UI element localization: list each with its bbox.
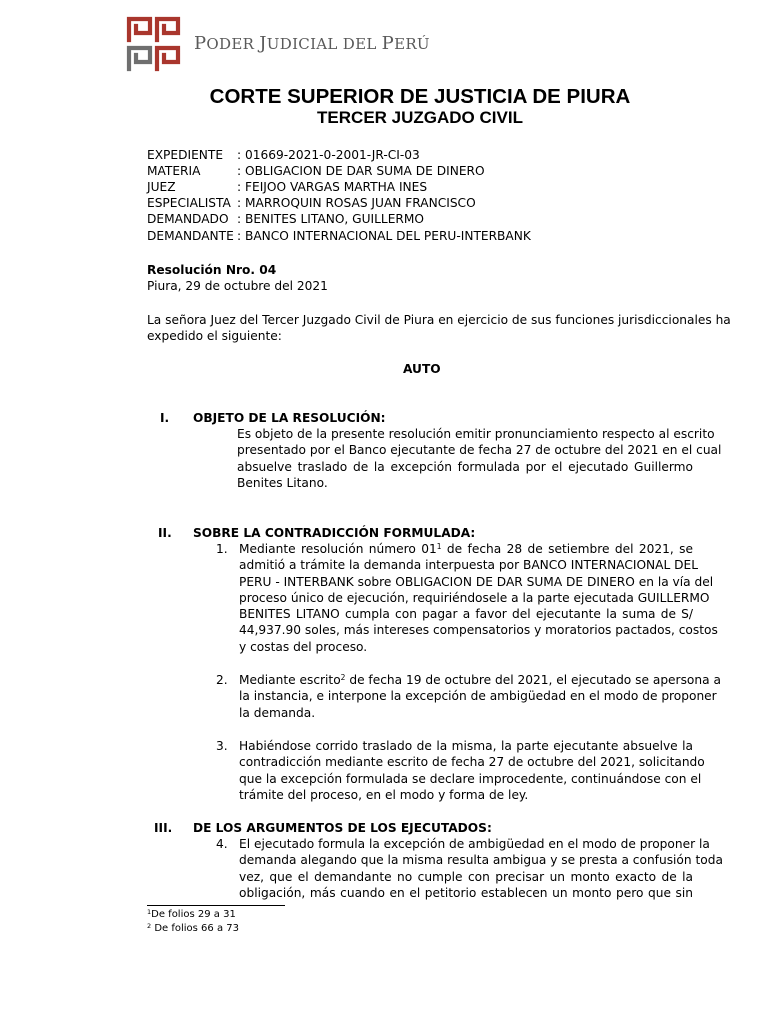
- case-info-row: [147, 211, 424, 227]
- poder-judicial-logo-icon: [126, 16, 182, 72]
- intro-paragraph: [147, 312, 731, 345]
- case-info-value: : MARROQUIN ROSAS JUAN FRANCISCO: [237, 196, 476, 210]
- case-info-row: [147, 195, 476, 211]
- list-item: Mediante escrito$^2$ de fecha 19 de octubre del 2021, el ejecutado se apersona a la instancia, e interpone la excepción de ambigüedad en el modo de proponer la demanda.: [239, 673, 721, 720]
- case-info-value: : FEIJOO VARGAS MARTHA INES: [237, 180, 428, 194]
- case-info-label: DEMANDADO: [147, 212, 229, 226]
- section-number: III.: [154, 821, 173, 835]
- intro-line: expedido el siguiente:: [147, 329, 282, 344]
- court-title: CORTE SUPERIOR DE JUSTICIA DE PIURA: [209, 85, 631, 108]
- list-item: El ejecutado formula la excepción de ambigüedad en el modo de proponer la demanda alegando que la misma resulta ambigua y se presta a confusión toda vez, que el demandante no cumple con precisar un monto exacto de la obligación, más cuando en el petitorio establecen un monto pero que sin: [239, 837, 723, 900]
- section-title: OBJETO DE LA RESOLUCIÓN:: [193, 411, 386, 425]
- section-title: SOBRE LA CONTRADICCIÓN FORMULADA:: [193, 526, 476, 540]
- case-info-label: DEMANDANTE: [147, 229, 234, 243]
- case-info-row: [147, 228, 531, 244]
- footnote: $^2$ De folios 66 a 73: [147, 922, 239, 934]
- auto-heading: AUTO: [403, 362, 441, 376]
- case-info-row: [147, 179, 427, 195]
- section-title: DE LOS ARGUMENTOS DE LOS EJECUTADOS:: [193, 821, 492, 835]
- case-info-row: [147, 163, 485, 179]
- case-info-value: : BANCO INTERNACIONAL DEL PERU-INTERBANK: [237, 229, 531, 243]
- resolution-date: Piura, 29 de octubre del 2021: [147, 279, 328, 293]
- list-item-number: 2.: [216, 673, 228, 687]
- case-info-label: JUEZ: [147, 180, 176, 194]
- list-item-number: 1.: [216, 542, 228, 556]
- section-number: II.: [158, 526, 172, 540]
- list-item: Habiéndose corrido traslado de la misma, la parte ejecutante absuelve la contradicción mediante escrito de fecha 27 de octubre del 2021, solicitando que la excepción formulada se declare improcedente, continuándose con el trámite del proceso, en el modo y forma de ley.: [239, 739, 705, 802]
- list-item-number: 4.: [216, 837, 228, 851]
- list-item-number: 3.: [216, 739, 228, 753]
- case-info-value: : BENITES LITANO, GUILLERMO: [237, 212, 425, 226]
- case-info-row: [147, 147, 420, 163]
- case-info-value: : 01669-2021-0-2001-JR-CI-03: [237, 148, 420, 162]
- institution-name: PODER JUDICIAL DEL PERÚ: [194, 33, 430, 54]
- footnote-ref: 1: [436, 542, 442, 551]
- footnote: $^1$De folios 29 a 31: [147, 908, 236, 920]
- footnote-separator: [147, 905, 285, 906]
- section-number: I.: [160, 411, 170, 425]
- list-item: Mediante resolución número $01^1$ de fecha 28 de setiembre del 2021, se admitió a trámite la demanda interpuesta por BANCO INTERNACIONAL DEL PERU - INTERBANK sobre OBLIGACION DE DAR SUMA DE DINERO en la vía del proceso único de ejecución, requiriéndosele a la parte ejecutada GUILLERMO BENITES LITANO cumpla con pagar a favor del ejecutante la suma de S/ 44,937.90 soles, más intereses compensatorios y moratorios pactados, costos y costas del proceso.: [239, 542, 718, 654]
- case-info-label: ESPECIALISTA: [147, 196, 231, 210]
- section-1-paragraph: Es objeto de la presente resolución emitir pronunciamiento respecto al escrito presentado por el Banco ejecutante de fecha 27 de octubre del 2021 en el cual absuelve traslado de la excepción formulada por el ejecutado Guillermo Benites Litano.: [237, 427, 722, 490]
- case-info-label: MATERIA: [147, 164, 201, 178]
- case-info-value: : OBLIGACION DE DAR SUMA DE DINERO: [237, 164, 485, 178]
- footnote-ref: 2: [340, 673, 346, 682]
- resolution-number: Resolución Nro. 04: [147, 263, 277, 277]
- tribunal-title: TERCER JUZGADO CIVIL: [317, 108, 523, 127]
- intro-line: La señora Juez del Tercer Juzgado Civil de Piura en ejercicio de sus funciones jurisdiccionales ha: [147, 313, 731, 327]
- case-info-label: EXPEDIENTE: [147, 148, 224, 162]
